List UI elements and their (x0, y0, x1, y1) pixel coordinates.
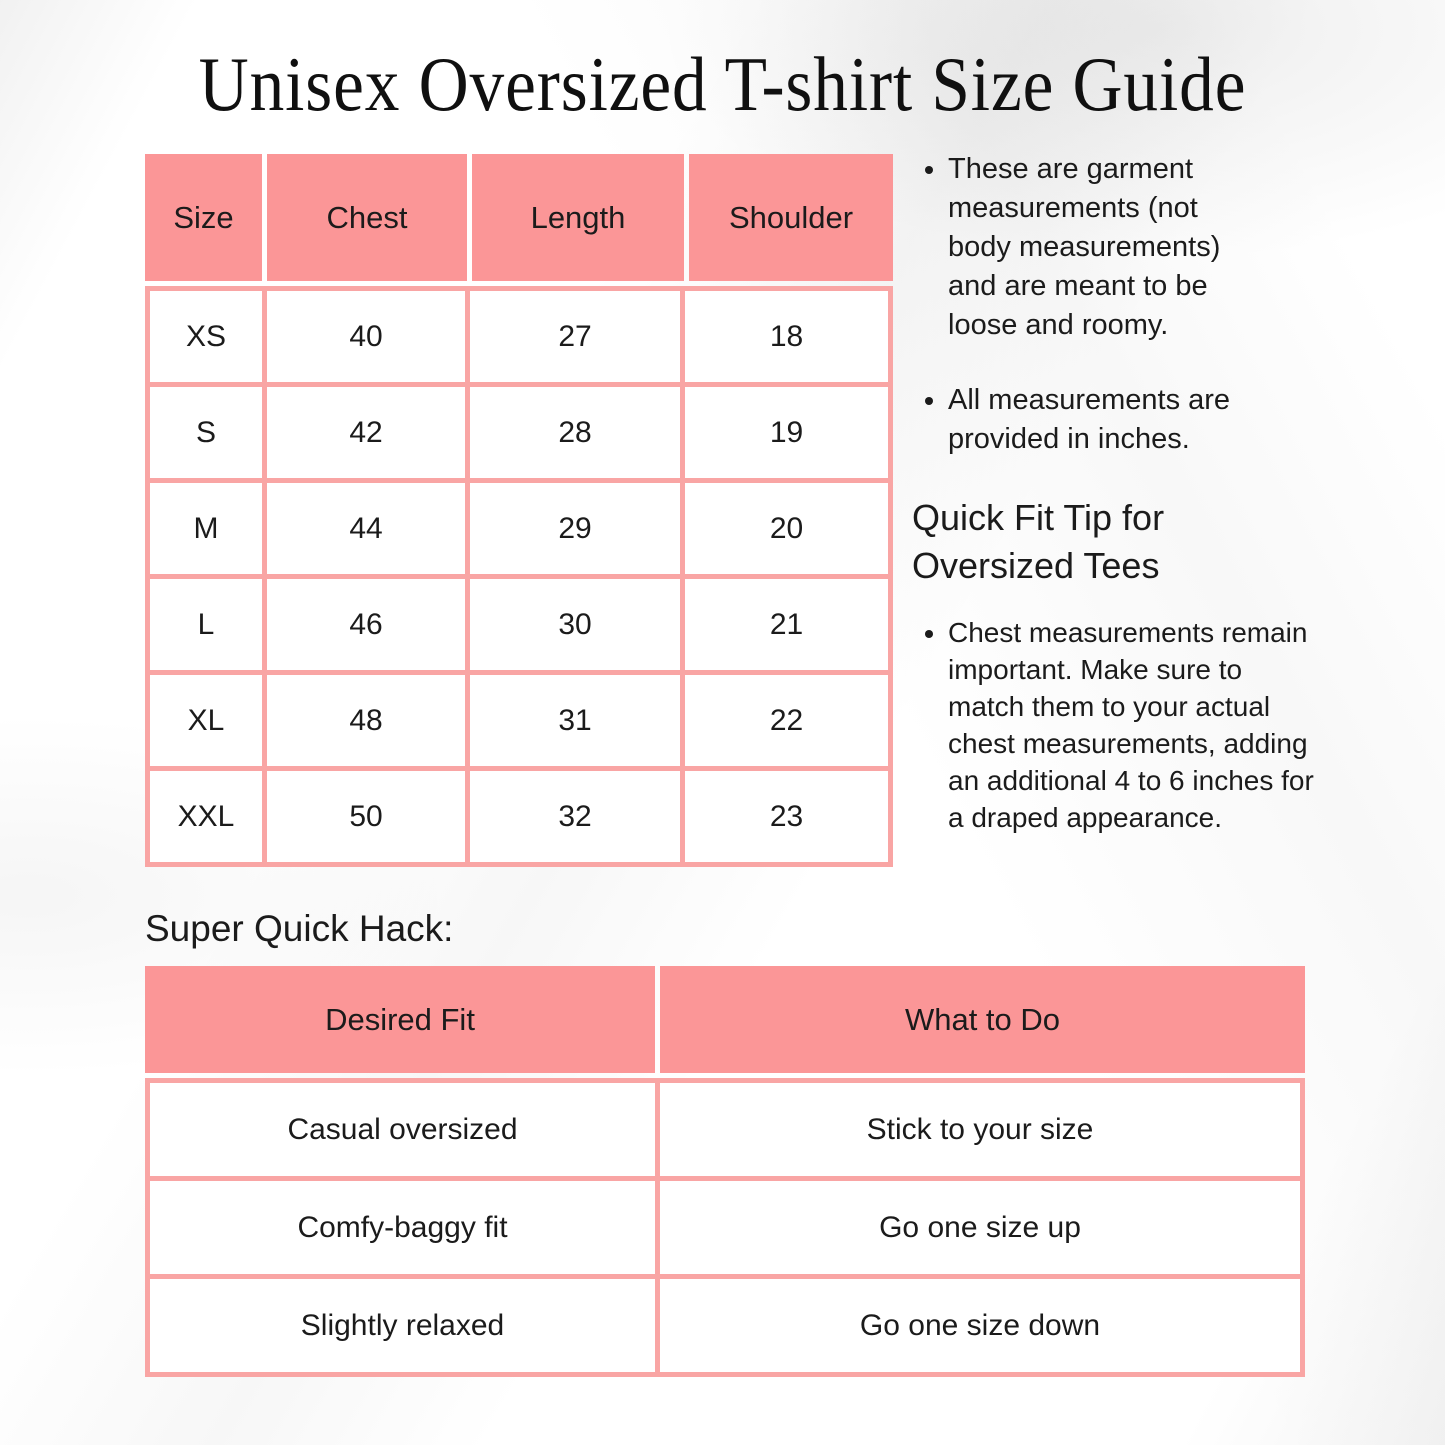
size-table-header-cell: Chest (267, 154, 467, 281)
size-table-body (145, 286, 893, 867)
size-table-cell: 46 (267, 579, 465, 670)
size-table-cell: 42 (267, 387, 465, 478)
size-table-cell: 31 (470, 675, 680, 766)
size-table-cell: L (150, 579, 262, 670)
size-table-cell: 44 (267, 483, 465, 574)
hack-table-header-cell: What to Do (660, 966, 1305, 1073)
quick-fit-tip-note: • Chest measurements remain important. Make sure to match them to your actual chest measurements, adding an additional 4 to 6 inches for a draped appearance. (948, 614, 1317, 836)
hack-table-header-cell: Desired Fit (145, 966, 655, 1073)
size-table-cell: XXL (150, 771, 262, 862)
measurement-notes-list (912, 150, 1257, 459)
size-table-header-cell: Shoulder (689, 154, 893, 281)
hack-table-body (145, 1078, 1305, 1377)
size-table-cell: 48 (267, 675, 465, 766)
size-table-cell: 22 (685, 675, 888, 766)
size-table-cell: 30 (470, 579, 680, 670)
measurement-note: • All measurements are provided in inches. (948, 381, 1257, 459)
size-table-header-cell: Length (472, 154, 684, 281)
hack-table-cell: Casual oversized (150, 1083, 655, 1176)
quick-fit-tip-list (912, 614, 1317, 836)
hack-table (145, 966, 1305, 1377)
size-table-cell: 19 (685, 387, 888, 478)
size-table-header-row (145, 154, 893, 281)
size-table-cell: XL (150, 675, 262, 766)
size-table-cell: 23 (685, 771, 888, 862)
hack-table-cell: Go one size up (660, 1181, 1300, 1274)
size-table-cell: 28 (470, 387, 680, 478)
size-table-cell: 20 (685, 483, 888, 574)
size-table-cell: XS (150, 291, 262, 382)
page-title: Unisex Oversized T-shirt Size Guide (198, 41, 1247, 127)
size-table-cell: M (150, 483, 262, 574)
notes-column (912, 150, 1322, 836)
quick-fit-tip-heading: Quick Fit Tip for Oversized Tees (912, 497, 1165, 586)
size-table-cell: 32 (470, 771, 680, 862)
size-table-cell: S (150, 387, 262, 478)
hack-table-cell: Go one size down (660, 1279, 1300, 1372)
hack-heading: Super Quick Hack: (145, 908, 454, 949)
size-table-cell: 40 (267, 291, 465, 382)
size-table-cell: 21 (685, 579, 888, 670)
size-table-cell: 18 (685, 291, 888, 382)
hack-table-cell: Slightly relaxed (150, 1279, 655, 1372)
size-table-cell: 27 (470, 291, 680, 382)
measurement-note: • These are garment measurements (not body measurements) and are meant to be loose and roomy. (948, 150, 1257, 345)
hack-table-cell: Stick to your size (660, 1083, 1300, 1176)
size-table (145, 154, 893, 867)
hack-table-header-row (145, 966, 1305, 1073)
hack-table-cell: Comfy-baggy fit (150, 1181, 655, 1274)
size-table-cell: 29 (470, 483, 680, 574)
size-table-cell: 50 (267, 771, 465, 862)
size-table-header-cell: Size (145, 154, 262, 281)
